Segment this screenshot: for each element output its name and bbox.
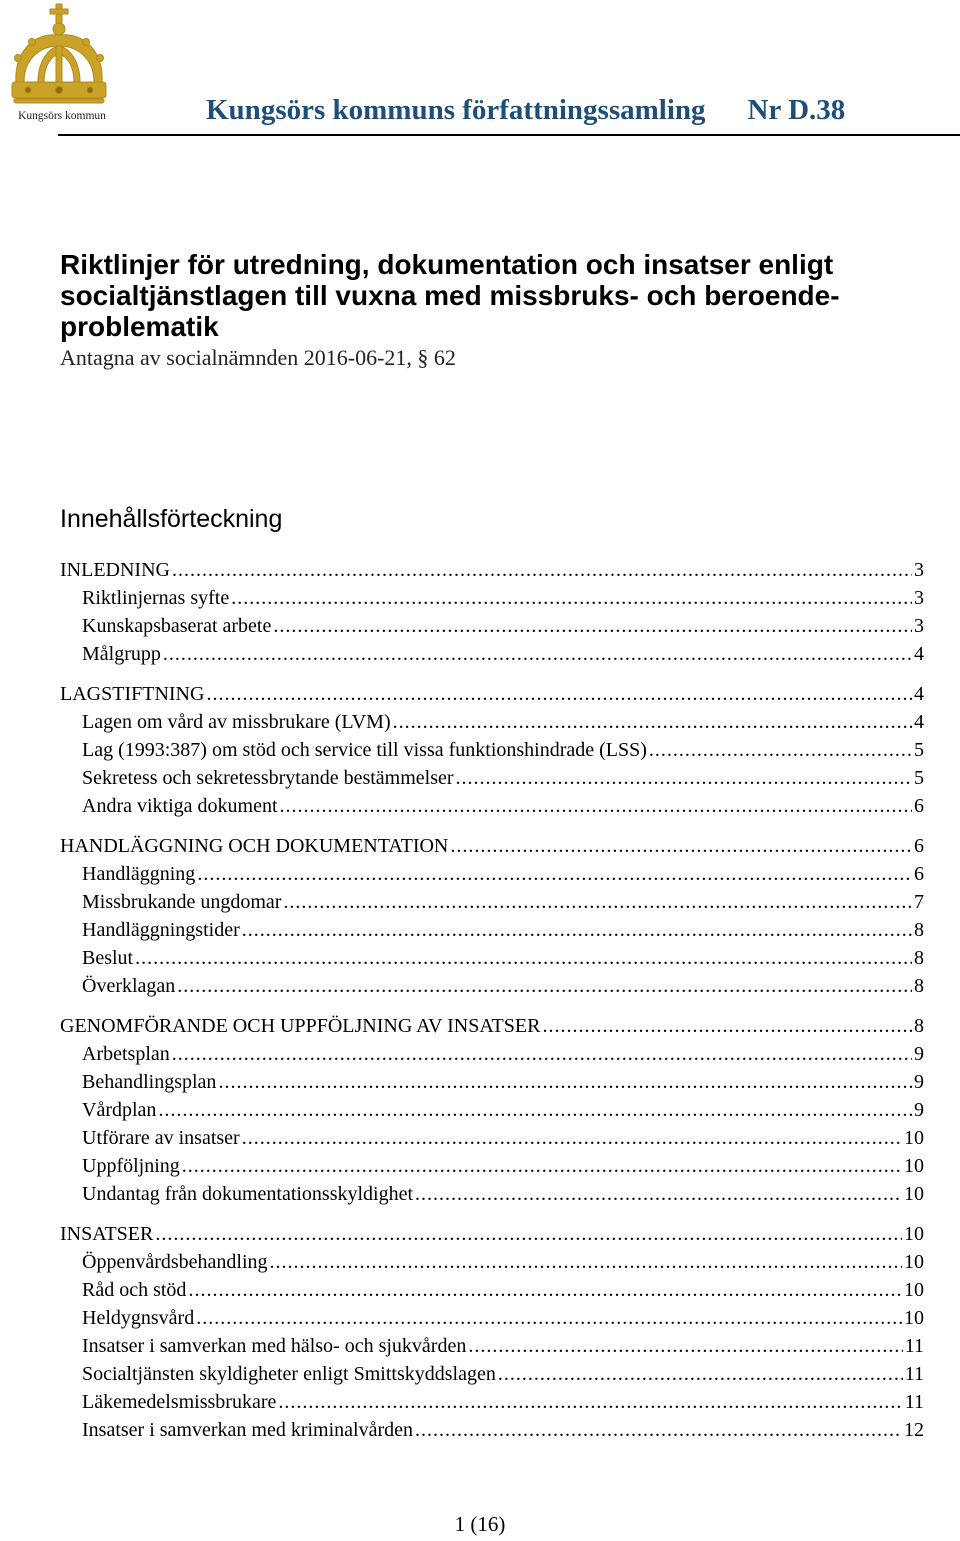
toc-entry-label: Uppföljning [82, 1155, 180, 1177]
dot-leader [197, 860, 912, 888]
toc-entry[interactable] [60, 860, 924, 888]
toc-entry-page: 11 [904, 1335, 924, 1357]
toc-entry[interactable] [60, 612, 924, 640]
toc-entry[interactable] [60, 1248, 924, 1276]
dot-leader [242, 1124, 902, 1152]
toc-entry-label: Vårdplan [82, 1099, 157, 1121]
toc-entry-page: 4 [914, 711, 924, 733]
dot-leader [172, 556, 912, 584]
toc-entry-page: 9 [914, 1071, 924, 1093]
page-indicator: 1 (16) [454, 1512, 506, 1536]
toc-entry-page: 11 [904, 1363, 924, 1385]
toc-entry-label: Undantag från dokumentationsskyldighet [82, 1183, 414, 1205]
dot-leader [415, 1180, 902, 1208]
toc-entry-label: Beslut [82, 947, 134, 969]
toc-entry-page: 10 [904, 1279, 924, 1301]
toc-entry[interactable] [60, 764, 924, 792]
toc-entry-label: Riktlinjernas syfte [82, 587, 230, 609]
toc-entry-page: 7 [914, 891, 924, 913]
toc-entry-page: 10 [904, 1251, 924, 1273]
toc-entry-page: 10 [904, 1307, 924, 1329]
toc-entry-label: Utförare av insatser [82, 1127, 240, 1149]
toc-entry[interactable] [60, 1220, 924, 1248]
crown-icon [4, 2, 114, 108]
toc-entry-page: 10 [904, 1127, 924, 1149]
header [206, 94, 845, 127]
toc-heading: Innehållsförteckning [60, 505, 283, 533]
toc-entry-label: Andra viktiga dokument [82, 795, 278, 817]
toc-entry-label: Läkemedelsmissbrukare [82, 1391, 277, 1413]
dot-leader [242, 916, 912, 944]
dot-leader [542, 1012, 912, 1040]
toc-entry[interactable] [60, 1276, 924, 1304]
toc-entry-label: Sekretess och sekretessbrytande bestämmelser [82, 767, 454, 789]
toc-entry-label: Socialtjänsten skyldigheter enligt Smittskyddslagen [82, 1363, 496, 1385]
toc-entry-label: LAGSTIFTNING [60, 683, 205, 705]
dot-leader [177, 972, 912, 1000]
toc-entry[interactable] [60, 556, 924, 584]
municipality-logo [4, 2, 114, 126]
dot-leader [450, 832, 912, 860]
toc-entry[interactable] [60, 1360, 924, 1388]
dot-leader [188, 1276, 902, 1304]
toc-entry[interactable] [60, 1068, 924, 1096]
toc-entry[interactable] [60, 1124, 924, 1152]
toc-entry[interactable] [60, 736, 924, 764]
toc-entry[interactable] [60, 1180, 924, 1208]
toc-entry-page: 3 [914, 615, 924, 637]
toc-entry-label: Öppenvårdsbehandling [82, 1251, 268, 1273]
dot-leader [273, 612, 912, 640]
dot-leader [280, 792, 912, 820]
toc-entry-label: HANDLÄGGNING OCH DOKUMENTATION [60, 835, 449, 857]
toc-entry[interactable] [60, 972, 924, 1000]
toc-entry-label: Kunskapsbaserat arbete [82, 615, 272, 637]
toc-entry-label: Överklagan [82, 975, 176, 997]
toc-entry-page: 6 [914, 835, 924, 857]
toc-entry-label: Handläggningstider [82, 919, 240, 941]
toc-entry[interactable] [60, 832, 924, 860]
toc-entry-label: Arbetsplan [82, 1043, 170, 1065]
dot-leader [270, 1248, 902, 1276]
toc-entry[interactable] [60, 1416, 924, 1444]
toc-entry[interactable] [60, 1304, 924, 1332]
toc-entry-page: 9 [914, 1099, 924, 1121]
toc-entry-page: 10 [904, 1155, 924, 1177]
toc-entry-label: INLEDNING [60, 559, 170, 581]
dot-leader [155, 1220, 902, 1248]
toc-entry-page: 12 [904, 1419, 924, 1441]
dot-leader [218, 1068, 912, 1096]
toc-entry-page: 5 [914, 767, 924, 789]
toc-entry-label: Insatser i samverkan med kriminalvården [82, 1419, 413, 1441]
toc-entry[interactable] [60, 888, 924, 916]
toc-entry[interactable] [60, 1012, 924, 1040]
dot-leader [158, 1096, 912, 1124]
dot-leader [283, 888, 912, 916]
toc-entry-label: Behandlingsplan [82, 1071, 217, 1093]
collection-title: Kungsörs kommuns författningssamling [206, 94, 706, 126]
toc-entry-page: 10 [904, 1223, 924, 1245]
toc-entry-label: Råd och stöd [82, 1279, 187, 1301]
toc-entry-page: 8 [914, 1015, 924, 1037]
dot-leader [231, 584, 912, 612]
toc-entry[interactable] [60, 1332, 924, 1360]
dot-leader [172, 1040, 912, 1068]
toc-entry-page: 3 [914, 559, 924, 581]
logo-text: Kungsörs kommun [18, 110, 106, 122]
toc-entry[interactable] [60, 680, 924, 708]
toc-entry[interactable] [60, 1152, 924, 1180]
toc-entry[interactable] [60, 640, 924, 668]
toc-entry-label: Lag (1993:387) om stöd och service till vissa funktionshindrade (LSS) [82, 739, 647, 761]
toc-entry-page: 10 [904, 1183, 924, 1205]
toc-entry-label: Målgrupp [82, 643, 161, 665]
dot-leader [182, 1152, 902, 1180]
document-subtitle: Antagna av socialnämnden 2016-06-21, § 62 [60, 345, 456, 370]
toc-entry-page: 4 [914, 683, 924, 705]
dot-leader [415, 1416, 902, 1444]
toc-entry-label: Heldygnsvård [82, 1307, 195, 1329]
table-of-contents [60, 556, 924, 1444]
dot-leader [163, 640, 912, 668]
toc-entry-label: Lagen om vård av missbrukare (LVM) [82, 711, 391, 733]
toc-entry[interactable] [60, 1388, 924, 1416]
toc-entry-label: INSATSER [60, 1223, 154, 1245]
document-number: Nr D.38 [747, 94, 846, 126]
toc-entry-page: 6 [914, 863, 924, 885]
toc-entry[interactable] [60, 916, 924, 944]
dot-leader [135, 944, 912, 972]
toc-entry[interactable] [60, 708, 924, 736]
toc-entry-label: GENOMFÖRANDE OCH UPPFÖLJNING AV INSATSER [60, 1015, 541, 1037]
toc-entry-page: 6 [914, 795, 924, 817]
toc-entry-label: Handläggning [82, 863, 196, 885]
dot-leader [206, 680, 912, 708]
header-divider [58, 134, 960, 136]
dot-leader [498, 1360, 903, 1388]
dot-leader [393, 708, 912, 736]
dot-leader [456, 764, 912, 792]
toc-entry[interactable] [60, 792, 924, 820]
toc-entry-page: 9 [914, 1043, 924, 1065]
toc-entry-page: 4 [914, 643, 924, 665]
dot-leader [278, 1388, 902, 1416]
toc-entry[interactable] [60, 944, 924, 972]
toc-entry-page: 3 [914, 587, 924, 609]
toc-entry[interactable] [60, 1040, 924, 1068]
dot-leader [196, 1304, 902, 1332]
document-title: Riktlinjer för utredning, dokumentation och insatser enligt socialtjänstlagen till vuxna med missbruks- och beroende-problematik [60, 249, 840, 342]
toc-entry-label: Insatser i samverkan med hälso- och sjukvården [82, 1335, 467, 1357]
toc-entry-page: 8 [914, 947, 924, 969]
toc-entry[interactable] [60, 584, 924, 612]
toc-entry-page: 8 [914, 919, 924, 941]
dot-leader [468, 1332, 902, 1360]
toc-entry-page: 5 [914, 739, 924, 761]
toc-entry-label: Missbrukande ungdomar [82, 891, 282, 913]
toc-entry-page: 8 [914, 975, 924, 997]
toc-entry-page: 11 [904, 1391, 924, 1413]
dot-leader [649, 736, 912, 764]
toc-entry[interactable] [60, 1096, 924, 1124]
